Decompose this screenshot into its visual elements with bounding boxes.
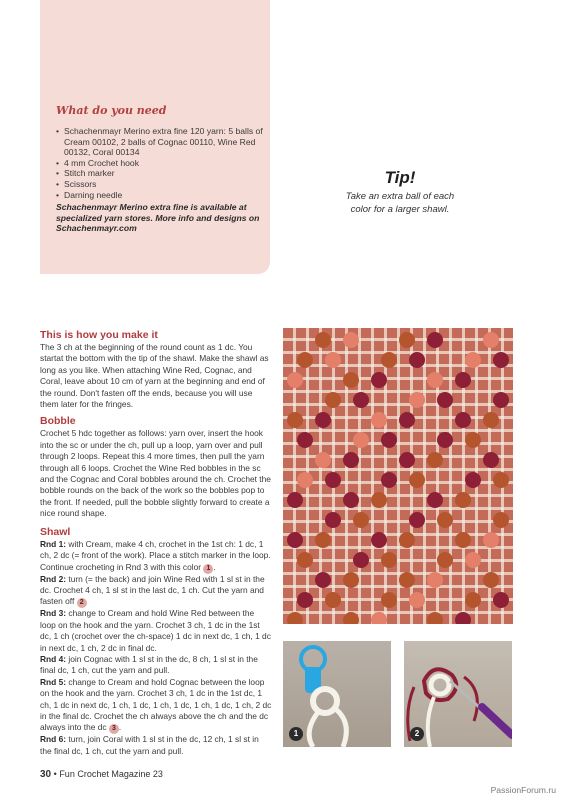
round-label: Rnd 6: (40, 734, 67, 745)
bobble (399, 452, 415, 468)
bobble (465, 472, 481, 488)
shawl-round (40, 677, 272, 735)
bobble (427, 372, 443, 388)
round-label: Rnd 4: (40, 653, 67, 664)
bobble (455, 412, 471, 428)
bobble (427, 572, 443, 588)
bobble (343, 612, 359, 624)
bobble-heading: Bobble (40, 415, 76, 428)
round-label: Rnd 3: (40, 608, 67, 619)
shawl-round (40, 539, 272, 574)
round-text: change to Cream and hold Wine Red between the loop on the hook and the yarn. Crochet 3 ch, 1 dc in the 1st dc, 1 ch (crochet over the ch-space) 1 dc in next dc, 1 ch, 1 dc in next dc, 1 ch, 2 dc in final dc. (40, 608, 271, 653)
round-label: Rnd 1: (40, 538, 67, 549)
bobble (353, 512, 369, 528)
page-number: 30 (40, 769, 52, 780)
step-reference-badge: 1 (203, 564, 213, 574)
bobble (325, 472, 341, 488)
bobble (381, 552, 397, 568)
round-label: Rnd 5: (40, 676, 67, 687)
bobble (399, 532, 415, 548)
bobble (297, 592, 313, 608)
shawl-round (40, 734, 272, 757)
bobble (465, 592, 481, 608)
bobble (287, 532, 303, 548)
footer-bullet: • (53, 769, 57, 779)
materials-item: • Darning needle (56, 190, 268, 201)
bobble (381, 472, 397, 488)
round-text: turn, join Coral with 1 sl st in the dc, 12 ch, 1 sl st in the final dc, 1 ch, cut the yarn and pull. (40, 734, 259, 756)
materials-item: • Schachenmayr Merino extra fine 120 yarn: 5 balls of Cream 00102, 2 balls of Cognac 00110, Wine Red 00132, Coral 00134 (56, 126, 268, 158)
bobble (315, 532, 331, 548)
howto-text: The 3 ch at the beginning of the round count as 1 dc. You startat the bottom with the tip of the shawl. Make the shawl as long as you like. When attaching Wine Red, Cognac, and Coral, leave about 10 cm of yarn at the beginning and end of the round. Don't fasten off the ends, because you will use them later for the fringes. (40, 342, 269, 410)
bobble (483, 572, 499, 588)
bobble (493, 392, 509, 408)
bobble (427, 492, 443, 508)
page-footer (40, 769, 163, 780)
bobble (315, 572, 331, 588)
bobble (465, 552, 481, 568)
bobble (287, 412, 303, 428)
bobble (287, 612, 303, 624)
bobble (381, 432, 397, 448)
round-text: turn (= the back) and join Wine Red with 1 sl st in the dc. Crochet 4 ch, 1 sl st in the last dc, 1 ch. Cut the yarn and fasten off (40, 573, 265, 607)
bobble (353, 392, 369, 408)
bobble (399, 572, 415, 588)
materials-title: What do you need (56, 104, 167, 117)
howto-heading: This is how you make it (40, 329, 158, 341)
bobble (325, 352, 341, 368)
bobble (325, 592, 341, 608)
watermark: PassionForum.ru (490, 785, 556, 795)
bobble (297, 552, 313, 568)
step-reference-badge: 2 (77, 598, 87, 608)
bobble (409, 512, 425, 528)
materials-note: Schachenmayr Merino extra fine is available at specialized yarn stores. More info and designs on Schachenmayr.com (56, 202, 260, 234)
bobble (427, 612, 443, 624)
bobble (315, 412, 331, 428)
bobble (297, 432, 313, 448)
tip-text: Take an extra ball of each color for a larger shawl. (345, 191, 455, 215)
bobble (297, 352, 313, 368)
shawl-rounds (40, 539, 272, 758)
tip-box (345, 168, 455, 216)
bobble (371, 412, 387, 428)
step-photo-2 (404, 641, 512, 747)
bobble (483, 332, 499, 348)
shawl-heading: Shawl (40, 525, 71, 538)
step-reference-badge: 3 (109, 724, 119, 734)
bobble (315, 332, 331, 348)
bobble (455, 372, 471, 388)
bobble-pattern (283, 328, 513, 624)
bobble (325, 392, 341, 408)
bobble (409, 592, 425, 608)
bobble (465, 352, 481, 368)
round-label: Rnd 2: (40, 573, 67, 584)
bobble (465, 432, 481, 448)
bobble (409, 352, 425, 368)
bobble (483, 412, 499, 428)
bobble (437, 392, 453, 408)
bobble (287, 372, 303, 388)
shawl-round (40, 654, 272, 677)
bobble (483, 532, 499, 548)
bobble (455, 492, 471, 508)
bobble (427, 332, 443, 348)
round-text-end: . (213, 561, 216, 572)
materials-item: • Scissors (56, 179, 268, 190)
step-number-badge: 1 (289, 727, 303, 741)
shawl-round (40, 608, 272, 654)
round-text: change to Cream and hold Cognac between the loop on the hook and the yarn. Crochet 3 ch, 1 dc in the 1st dc, 1 ch, 1 dc in next dc, 1 ch, 1 dc, 1 ch, 1 dc, 1 ch, 1 dc, 1 ch, 2 dc in the final dc. Crochet the ch always above the ch and the dc always into the dc (40, 676, 272, 733)
materials-item: • Stitch marker (56, 168, 268, 179)
bobble (483, 452, 499, 468)
crochet-shawl-photo (283, 328, 513, 624)
bobble (409, 392, 425, 408)
step-photo-1 (283, 641, 391, 747)
bobble (343, 332, 359, 348)
bobble (325, 512, 341, 528)
step-number-badge: 2 (410, 727, 424, 741)
shawl-round (40, 574, 272, 609)
bobble (409, 472, 425, 488)
bobble (371, 612, 387, 624)
bobble (381, 592, 397, 608)
bobble (371, 532, 387, 548)
bobble (455, 612, 471, 624)
materials-list (56, 126, 268, 200)
bobble (437, 552, 453, 568)
bobble (287, 492, 303, 508)
bobble (297, 472, 313, 488)
tip-title: Tip! (384, 168, 416, 187)
bobble (493, 472, 509, 488)
bobble (455, 532, 471, 548)
bobble (343, 492, 359, 508)
bobble (493, 352, 509, 368)
bobble (371, 372, 387, 388)
bobble (493, 512, 509, 528)
bobble (437, 512, 453, 528)
bobble (381, 352, 397, 368)
bobble (353, 552, 369, 568)
bobble (371, 492, 387, 508)
round-text-end: . (118, 722, 122, 733)
bobble (315, 452, 331, 468)
bobble (427, 452, 443, 468)
bobble (493, 592, 509, 608)
bobble (399, 412, 415, 428)
magazine-name: Fun Crochet Magazine 23 (59, 769, 163, 779)
round-text: with Cream, make 4 ch, crochet in the 1st ch: 1 dc, 1 ch, 2 dc (= front of the work). Place a stitch marker in the loop. Continue crocheting in Rnd 3 with this color (40, 538, 271, 572)
bobble (399, 332, 415, 348)
instructions-column (40, 329, 272, 757)
round-text: join Cognac with 1 sl st in the dc, 8 ch, 1 sl st in the final dc, 1 ch, cut the yarn and pull. (40, 653, 258, 676)
bobble (343, 572, 359, 588)
bobble (353, 432, 369, 448)
materials-item: • 4 mm Crochet hook (56, 158, 268, 169)
bobble (343, 372, 359, 388)
bobble (437, 432, 453, 448)
materials-panel (40, 0, 270, 274)
bobble-text: Crochet 5 hdc together as follows: yarn over, insert the hook into the sc or under the ch, pull up a loop, yarn over and pull through 2 loops. Repeat this 4 more times, then pull the yarn through all 6 loops. Crochet the Wine Red bobbles in the sc and the Cognac and Coral bobbles around the ch. Crochet the bobble rounds on the back of the work so the bobbles pop to the front. If needed, pull the bobble slightly forward to create a nice round shape. (40, 428, 271, 519)
bobble (343, 452, 359, 468)
